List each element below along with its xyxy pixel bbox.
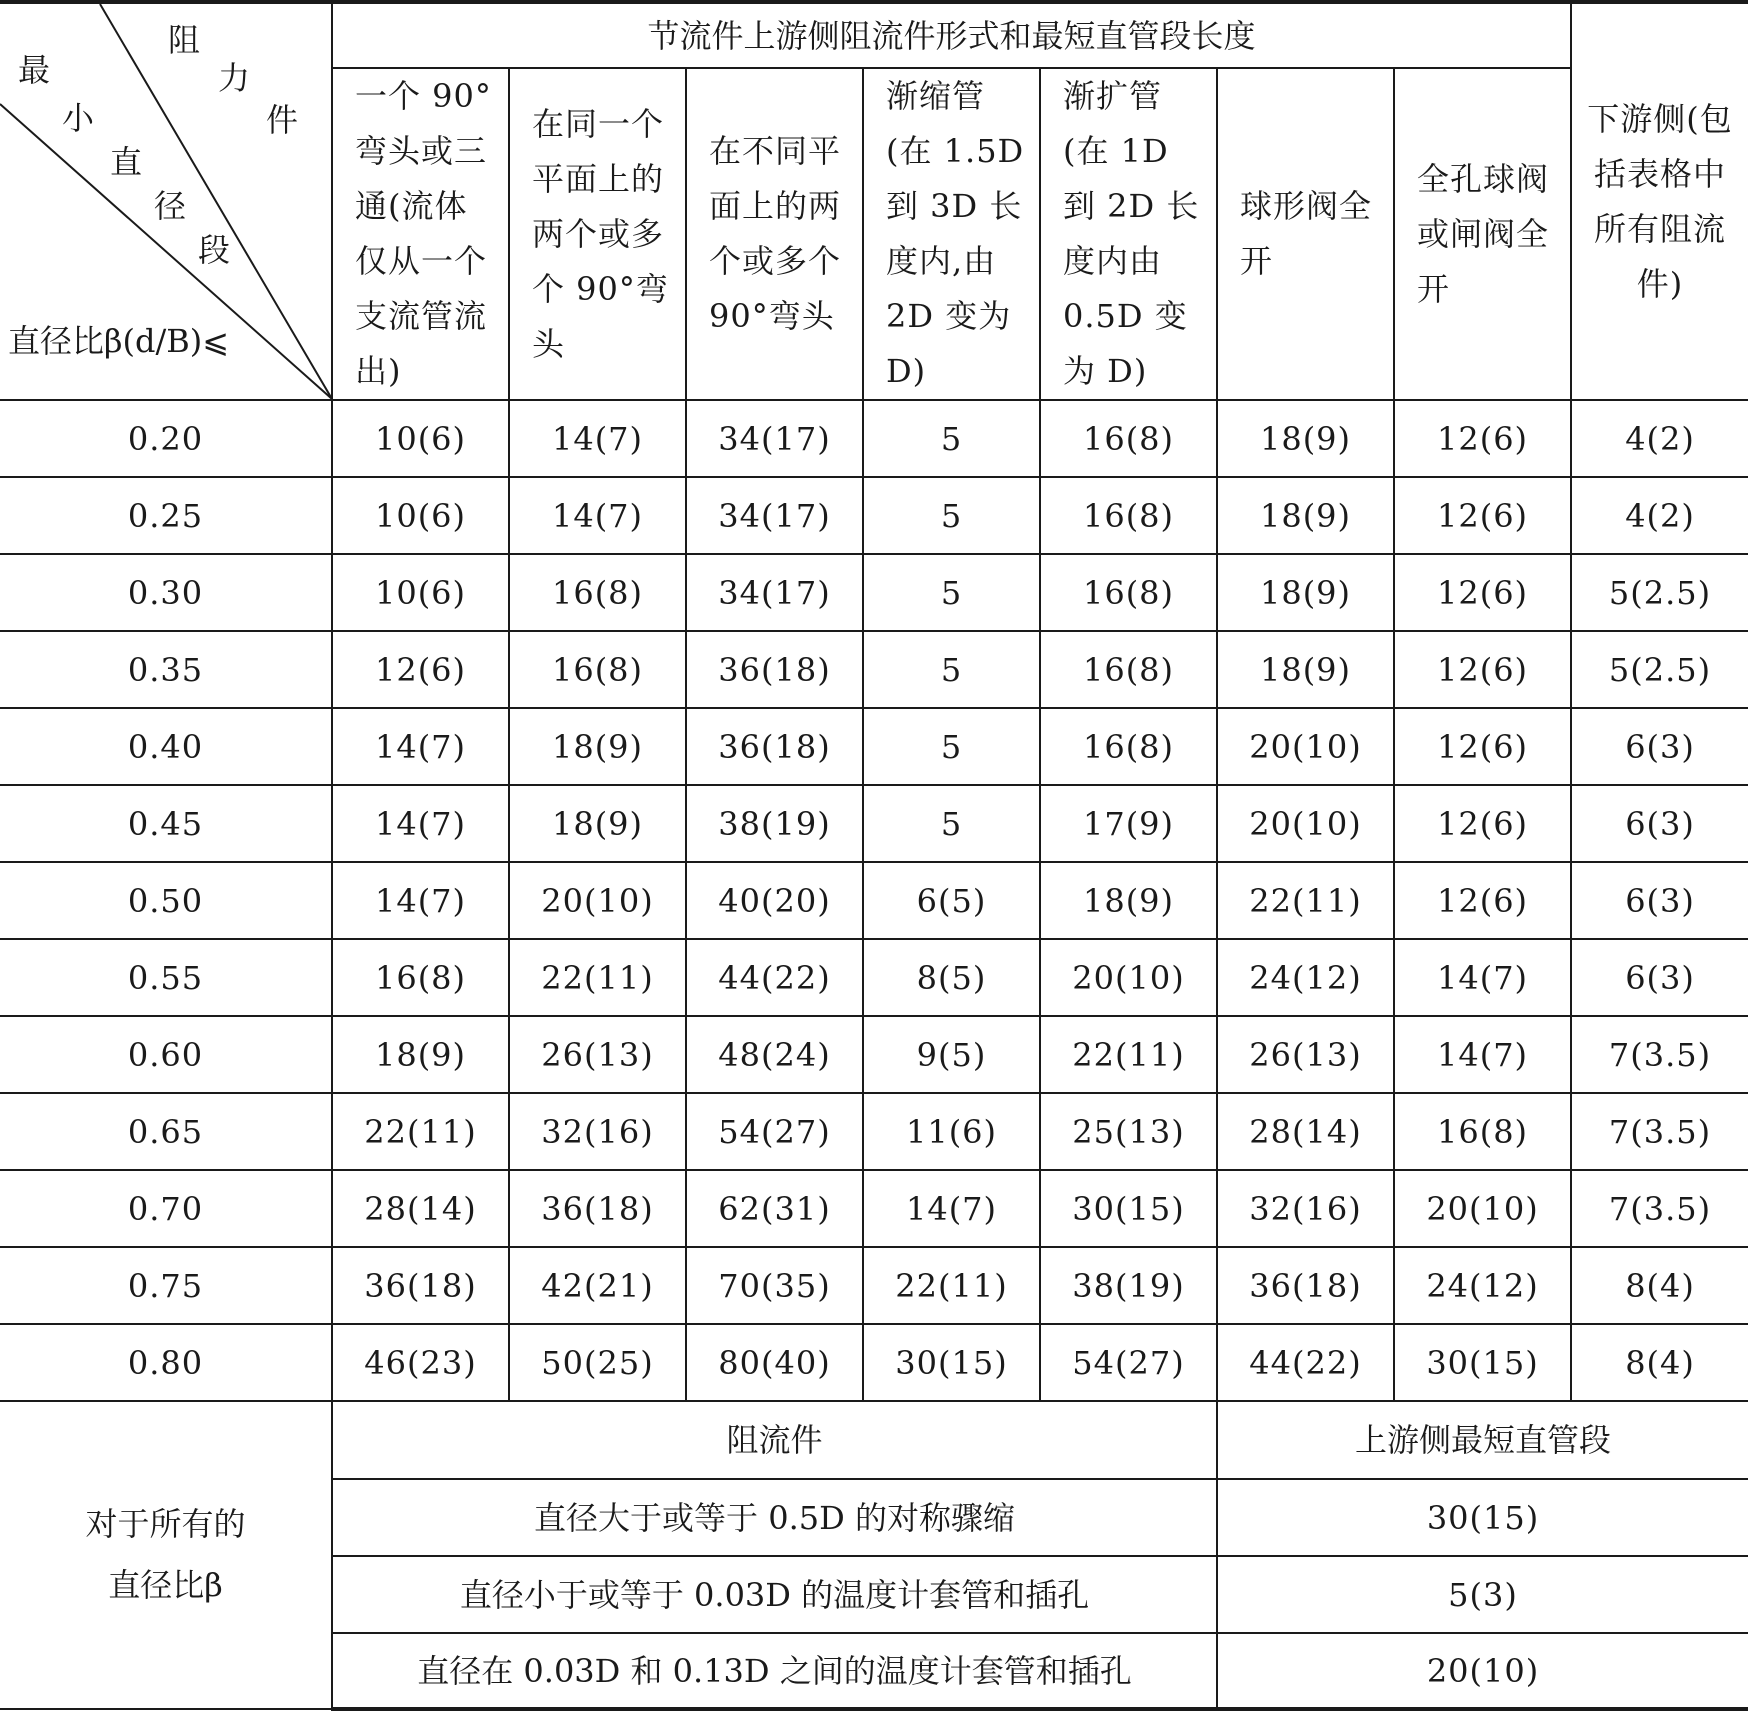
table-cell: 20(10) <box>1217 785 1394 862</box>
table-cell: 18(9) <box>509 708 686 785</box>
beta-value: 0.20 <box>0 400 332 477</box>
table-row <box>0 939 1748 1016</box>
table-cell: 32(16) <box>509 1093 686 1170</box>
table-cell: 7(3.5) <box>1571 1016 1748 1093</box>
table-cell: 18(9) <box>1217 554 1394 631</box>
table-cell: 5 <box>863 400 1040 477</box>
table-cell: 20(10) <box>1040 939 1217 1016</box>
table-cell: 16(8) <box>509 631 686 708</box>
table-cell: 44(22) <box>1217 1324 1394 1401</box>
table-cell: 36(18) <box>686 631 863 708</box>
beta-value: 0.30 <box>0 554 332 631</box>
table-cell: 12(6) <box>1394 631 1571 708</box>
beta-value: 0.65 <box>0 1093 332 1170</box>
column-header: 渐扩管(在 1D 到 2D 长度内由 0.5D 变为 D) <box>1040 68 1217 400</box>
footer-fitting: 直径小于或等于 0.03D 的温度计套管和插孔 <box>332 1556 1217 1633</box>
beta-value: 0.25 <box>0 477 332 554</box>
table-cell: 6(5) <box>863 862 1040 939</box>
diag-bottom-label: 最 <box>18 51 51 90</box>
table-cell: 16(8) <box>1040 477 1217 554</box>
column-header: 球形阀全开 <box>1217 68 1394 400</box>
table-cell: 22(11) <box>1217 862 1394 939</box>
table-cell: 12(6) <box>1394 708 1571 785</box>
table-cell: 14(7) <box>1394 1016 1571 1093</box>
table-cell: 24(12) <box>1394 1247 1571 1324</box>
table-cell: 5 <box>863 554 1040 631</box>
diag-bottom-label: 直 <box>110 143 143 182</box>
table-row <box>0 554 1748 631</box>
beta-value: 0.75 <box>0 1247 332 1324</box>
beta-value: 0.55 <box>0 939 332 1016</box>
footer-fitting: 直径在 0.03D 和 0.13D 之间的温度计套管和插孔 <box>332 1633 1217 1709</box>
beta-axis-label: 直径比β(d/B)⩽ <box>8 322 230 361</box>
table-cell: 18(9) <box>1217 400 1394 477</box>
table-cell: 20(10) <box>1394 1170 1571 1247</box>
diag-top-label: 阻 <box>168 21 201 60</box>
table-cell: 8(5) <box>863 939 1040 1016</box>
table-cell: 12(6) <box>1394 554 1571 631</box>
table-cell: 62(31) <box>686 1170 863 1247</box>
beta-value: 0.60 <box>0 1016 332 1093</box>
table-cell: 5(2.5) <box>1571 554 1748 631</box>
table-cell: 5 <box>863 477 1040 554</box>
table-cell: 22(11) <box>1040 1016 1217 1093</box>
diag-bottom-label: 径 <box>154 187 187 226</box>
table-cell: 17(9) <box>1040 785 1217 862</box>
table-cell: 16(8) <box>1394 1093 1571 1170</box>
table-cell: 14(7) <box>332 862 509 939</box>
table-cell: 38(19) <box>1040 1247 1217 1324</box>
table-cell: 6(3) <box>1571 862 1748 939</box>
table-cell: 8(4) <box>1571 1247 1748 1324</box>
table-row <box>0 631 1748 708</box>
table-cell: 34(17) <box>686 400 863 477</box>
table-row <box>0 1093 1748 1170</box>
table-cell: 80(40) <box>686 1324 863 1401</box>
table-cell: 22(11) <box>509 939 686 1016</box>
table-row <box>0 1247 1748 1324</box>
diagonal-header-cell <box>0 2 332 400</box>
table-cell: 14(7) <box>509 400 686 477</box>
table-cell: 12(6) <box>1394 785 1571 862</box>
all-beta-label <box>0 1401 332 1709</box>
table-cell: 40(20) <box>686 862 863 939</box>
table-cell: 12(6) <box>1394 400 1571 477</box>
table-cell: 18(9) <box>509 785 686 862</box>
footer-length: 30(15) <box>1217 1479 1748 1556</box>
table-cell: 44(22) <box>686 939 863 1016</box>
diag-bottom-label: 段 <box>198 231 231 270</box>
table-cell: 5 <box>863 631 1040 708</box>
column-header: 全孔球阀或闸阀全开 <box>1394 68 1571 400</box>
table-cell: 16(8) <box>509 554 686 631</box>
table-cell: 46(23) <box>332 1324 509 1401</box>
table-cell: 18(9) <box>1217 631 1394 708</box>
table-cell: 12(6) <box>1394 477 1571 554</box>
table-cell: 5(2.5) <box>1571 631 1748 708</box>
table-cell: 14(7) <box>1394 939 1571 1016</box>
table-cell: 16(8) <box>1040 631 1217 708</box>
footer-fitting-header: 阻流件 <box>332 1401 1217 1479</box>
beta-value: 0.70 <box>0 1170 332 1247</box>
table-cell: 14(7) <box>332 708 509 785</box>
table-row <box>0 477 1748 554</box>
table-cell: 48(24) <box>686 1016 863 1093</box>
table-cell: 16(8) <box>1040 708 1217 785</box>
table-cell: 9(5) <box>863 1016 1040 1093</box>
table-cell: 28(14) <box>1217 1093 1394 1170</box>
table-cell: 7(3.5) <box>1571 1093 1748 1170</box>
table-cell: 32(16) <box>1217 1170 1394 1247</box>
column-header: 在同一个平面上的两个或多个 90°弯头 <box>509 68 686 400</box>
table-cell: 11(6) <box>863 1093 1040 1170</box>
table-cell: 20(10) <box>1217 708 1394 785</box>
table-cell: 38(19) <box>686 785 863 862</box>
table-cell: 18(9) <box>1040 862 1217 939</box>
table-cell: 16(8) <box>1040 400 1217 477</box>
table-cell: 54(27) <box>686 1093 863 1170</box>
table-cell: 6(3) <box>1571 785 1748 862</box>
column-header: 一个 90°弯头或三通(流体仅从一个支流管流出) <box>332 68 509 400</box>
beta-value: 0.50 <box>0 862 332 939</box>
table-cell: 18(9) <box>332 1016 509 1093</box>
table-row <box>0 785 1748 862</box>
upstream-group-title: 节流件上游侧阻流件形式和最短直管段长度 <box>332 2 1571 68</box>
table-cell: 10(6) <box>332 477 509 554</box>
table-cell: 36(18) <box>686 708 863 785</box>
table-row <box>0 862 1748 939</box>
diag-top-label: 件 <box>266 101 299 140</box>
table-cell: 6(3) <box>1571 939 1748 1016</box>
footer-length: 20(10) <box>1217 1633 1748 1709</box>
table-cell: 16(8) <box>332 939 509 1016</box>
table-row <box>0 1016 1748 1093</box>
table-cell: 5 <box>863 785 1040 862</box>
table-cell: 42(21) <box>509 1247 686 1324</box>
table-cell: 36(18) <box>1217 1247 1394 1324</box>
table-cell: 34(17) <box>686 477 863 554</box>
table-cell: 36(18) <box>332 1247 509 1324</box>
table-cell: 5 <box>863 708 1040 785</box>
table-cell: 16(8) <box>1040 554 1217 631</box>
all-beta-label-line: 对于所有的 <box>85 1505 246 1544</box>
table-cell: 6(3) <box>1571 708 1748 785</box>
table-cell: 36(18) <box>509 1170 686 1247</box>
column-header: 在不同平面上的两个或多个 90°弯头 <box>686 68 863 400</box>
table-cell: 12(6) <box>1394 862 1571 939</box>
table-cell: 28(14) <box>332 1170 509 1247</box>
table-cell: 12(6) <box>332 631 509 708</box>
all-beta-label-line: 直径比β <box>108 1566 223 1605</box>
table-cell: 30(15) <box>863 1324 1040 1401</box>
table-cell: 30(15) <box>1394 1324 1571 1401</box>
table-row <box>0 1170 1748 1247</box>
table-row <box>0 1324 1748 1401</box>
table-cell: 22(11) <box>332 1093 509 1170</box>
beta-value: 0.40 <box>0 708 332 785</box>
table-cell: 14(7) <box>509 477 686 554</box>
table-cell: 14(7) <box>332 785 509 862</box>
table-row <box>0 708 1748 785</box>
footer-fitting: 直径大于或等于 0.5D 的对称骤缩 <box>332 1479 1217 1556</box>
table-cell: 4(2) <box>1571 400 1748 477</box>
footer-length-header: 上游侧最短直管段 <box>1217 1401 1748 1479</box>
table-cell: 22(11) <box>863 1247 1040 1324</box>
table-cell: 18(9) <box>1217 477 1394 554</box>
table-cell: 50(25) <box>509 1324 686 1401</box>
table-cell: 24(12) <box>1217 939 1394 1016</box>
table-cell: 26(13) <box>509 1016 686 1093</box>
table-cell: 20(10) <box>509 862 686 939</box>
beta-value: 0.45 <box>0 785 332 862</box>
table-cell: 25(13) <box>1040 1093 1217 1170</box>
table-cell: 8(4) <box>1571 1324 1748 1401</box>
table-cell: 10(6) <box>332 400 509 477</box>
table-cell: 26(13) <box>1217 1016 1394 1093</box>
table-cell: 4(2) <box>1571 477 1748 554</box>
table-cell: 54(27) <box>1040 1324 1217 1401</box>
table-cell: 34(17) <box>686 554 863 631</box>
diag-top-label: 力 <box>218 59 251 98</box>
table-cell: 10(6) <box>332 554 509 631</box>
footer-length: 5(3) <box>1217 1556 1748 1633</box>
beta-value: 0.80 <box>0 1324 332 1401</box>
beta-value: 0.35 <box>0 631 332 708</box>
table-cell: 70(35) <box>686 1247 863 1324</box>
diag-bottom-label: 小 <box>62 99 95 138</box>
table-cell: 30(15) <box>1040 1170 1217 1247</box>
column-header: 渐缩管(在 1.5D 到 3D 长度内,由 2D 变为 D) <box>863 68 1040 400</box>
table-cell: 7(3.5) <box>1571 1170 1748 1247</box>
table-cell: 14(7) <box>863 1170 1040 1247</box>
downstream-column-header: 下游侧(包括表格中所有阻流件) <box>1571 2 1748 400</box>
table-row <box>0 400 1748 477</box>
